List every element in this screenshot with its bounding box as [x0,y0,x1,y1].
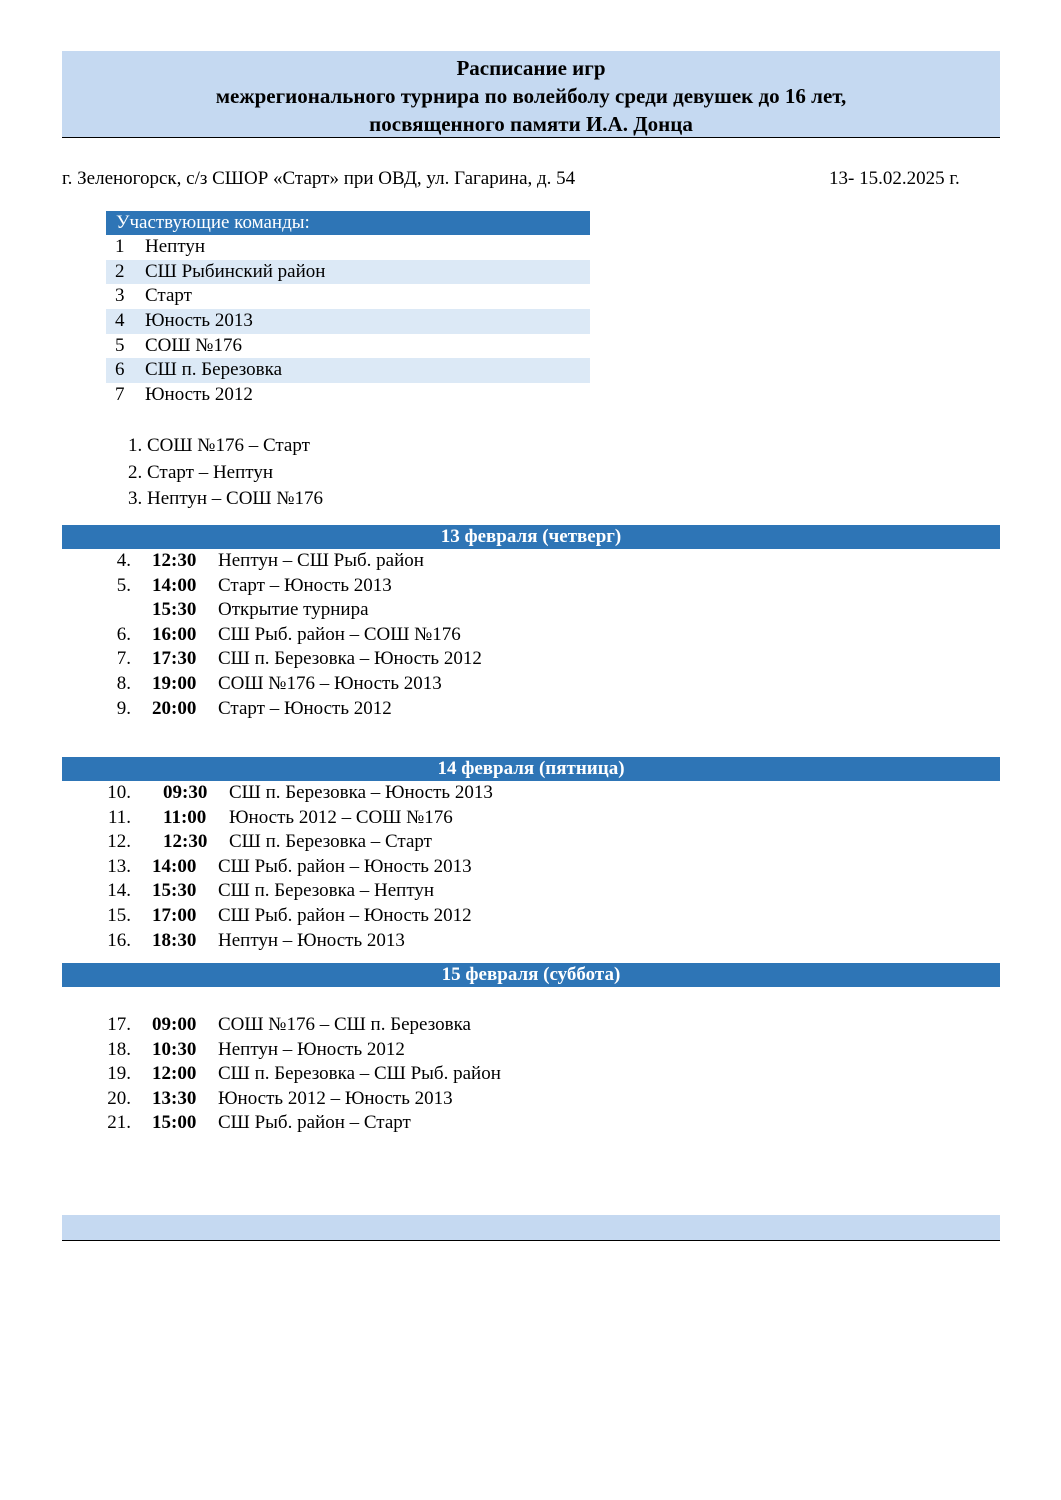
team-row [106,309,590,334]
game-number: 13. [107,855,131,877]
game-number: 20. [107,1087,131,1109]
team-number: 3 [115,285,125,307]
game-match: Старт – Юность 2013 [218,574,392,596]
game-time: 10:30 [152,1038,197,1060]
team-name: Нептун [145,236,206,257]
preliminary-game: 3. Нептун – СОШ №176 [128,488,323,509]
title-line-3: посвященного памяти И.А. Донца [369,112,693,136]
preliminary-games-list [128,433,323,513]
game-match: СШ Рыб. район – Юность 2012 [218,904,472,926]
game-time: 12:00 [152,1063,197,1085]
team-number: 1 [115,236,125,257]
game-time: 11:00 [163,806,207,828]
game-time: 15:00 [152,1112,197,1134]
game-match: СШ п. Березовка – Юность 2012 [218,648,482,670]
team-number: 6 [115,359,125,381]
teams-header: Участвующие команды: [106,211,590,235]
game-number: 7. [116,648,131,670]
game-match: Нептун – Юность 2012 [218,1038,405,1060]
venue-text: г. Зеленогорск, с/з СШОР «Старт» при ОВД, ул. Гагарина, д. 54 [62,168,576,189]
game-time: 14:00 [152,855,197,877]
team-row [106,260,590,285]
team-name: СШ п. Березовка [145,359,283,381]
team-name: Старт [145,285,192,307]
document-title [62,51,1000,138]
game-match: Юность 2012 – Юность 2013 [218,1087,453,1109]
game-time: 19:00 [152,672,197,694]
day-header-feb-14: 14 февраля (пятница) [62,757,1000,781]
game-number: 11. [107,806,131,828]
game-match: СШ Рыб. район – Старт [218,1112,411,1134]
preliminary-game: 1. СОШ №176 – Старт [128,435,310,456]
game-match: Открытие турнира [218,599,369,621]
game-time: 12:30 [152,550,197,571]
title-line-2: межрегионального турнира по волейболу среди девушек до 16 лет, [215,84,847,108]
game-time: 17:00 [152,904,197,926]
team-row [106,284,590,309]
game-match: СШ п. Березовка – Юность 2013 [229,782,493,803]
game-match: СШ Рыб. район – СОШ №176 [218,623,461,645]
game-number: 15. [107,904,131,926]
team-number: 2 [115,260,125,282]
game-number: 12. [107,831,131,853]
team-number: 4 [115,310,125,332]
team-name: Юность 2012 [145,384,253,406]
team-number: 5 [115,334,125,356]
game-number: 6. [116,623,131,645]
team-row [106,334,590,359]
game-number: 9. [116,697,131,719]
day-header-feb-15: 15 февраля (суббота) [62,963,1000,987]
game-time: 18:30 [152,929,197,951]
game-time: 13:30 [152,1087,197,1109]
team-number: 7 [115,384,125,406]
game-match: Юность 2012 – СОШ №176 [229,806,453,828]
tournament-dates: 13- 15.02.2025 г. [829,168,960,189]
game-time: 15:30 [152,880,197,902]
game-match: СШ п. Березовка – Нептун [218,880,435,902]
game-match: СШ п. Березовка – СШ Рыб. район [218,1063,501,1085]
game-match: СОШ №176 – Юность 2013 [218,672,442,694]
game-time: 17:30 [152,648,197,670]
game-time: 15:30 [152,599,197,621]
team-name: СШ Рыбинский район [145,260,326,282]
game-match: СШ Рыб. район – Юность 2013 [218,855,472,877]
game-time: 14:00 [152,574,197,596]
game-time: 20:00 [152,697,197,719]
footer-bar [62,1215,1000,1241]
game-time: 12:30 [163,831,208,853]
game-number: 19. [107,1063,131,1085]
game-number: 21. [107,1112,131,1134]
game-number: 4. [116,550,131,571]
game-number: 10. [107,782,131,803]
team-row [106,235,590,260]
game-match: СОШ №176 – СШ п. Березовка [218,1014,471,1035]
game-match: Нептун – СШ Рыб. район [218,550,424,571]
game-number: 8. [116,672,131,694]
game-match: Нептун – Юность 2013 [218,929,405,951]
game-number: 5. [116,574,131,596]
team-row [106,383,590,408]
day-header-feb-13: 13 февраля (четверг) [62,525,1000,549]
game-number: 18. [107,1038,131,1060]
game-time: 16:00 [152,623,197,645]
title-line-1: Расписание игр [456,56,606,80]
team-row [106,358,590,383]
preliminary-game: 2. Старт – Нептун [128,461,273,483]
game-match: СШ п. Березовка – Старт [229,831,432,853]
game-time: 09:00 [152,1014,197,1035]
team-name: СОШ №176 [145,334,242,356]
teams-table [106,211,590,408]
game-number: 14. [107,880,131,902]
game-time: 09:30 [163,782,208,803]
team-name: Юность 2013 [145,310,253,332]
game-match: Старт – Юность 2012 [218,697,392,719]
game-number: 16. [107,929,131,951]
game-number: 17. [107,1014,131,1035]
